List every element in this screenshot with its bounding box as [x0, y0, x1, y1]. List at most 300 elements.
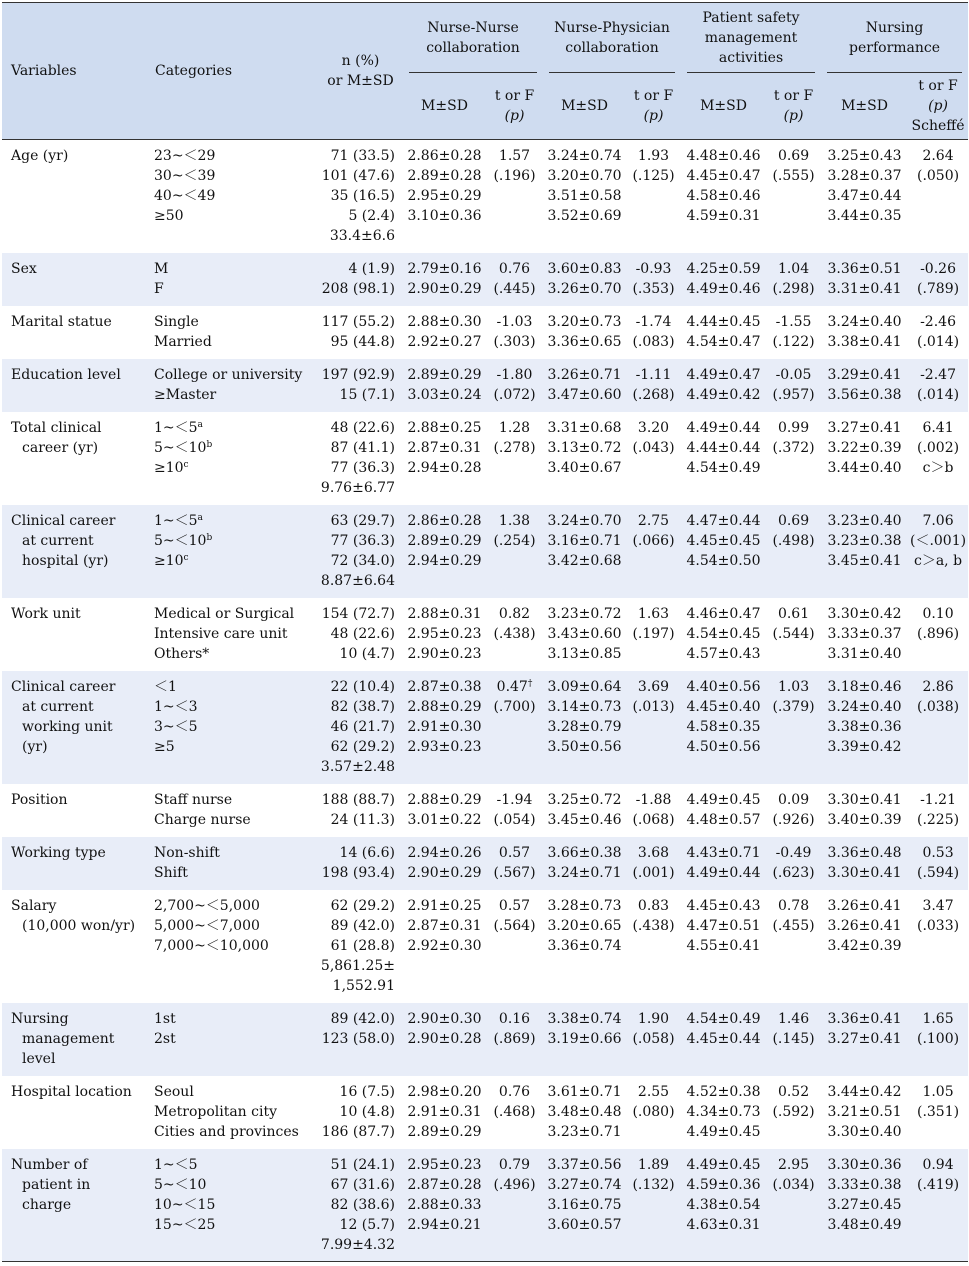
cell-value: 3.23±0.71	[547, 1123, 622, 1140]
cell-value: 0.94	[922, 1156, 954, 1173]
msd-cell	[821, 140, 908, 253]
cell-value: 63 (29.7)	[330, 512, 395, 529]
cell-value: 2.91±0.25	[407, 897, 482, 914]
table-row	[2, 671, 968, 784]
cell-value: 2.89±0.29	[407, 532, 482, 549]
cell-value: 3.27±0.74	[547, 1176, 622, 1193]
table-row	[2, 784, 968, 837]
cell-value: 4.25±0.59	[686, 260, 761, 277]
stat-cell	[766, 671, 821, 784]
cell-value: 2,700~＜5,000	[154, 897, 260, 914]
cell-value: 4.63±0.31	[686, 1216, 761, 1233]
stat-cell	[908, 1076, 968, 1149]
cell-value: 1.63	[637, 605, 670, 622]
msd-cell	[821, 890, 908, 1003]
msd-cell	[821, 253, 908, 306]
msd-cell	[543, 671, 626, 784]
cell-value: 1.05	[922, 1083, 954, 1100]
cell-value: M	[154, 260, 169, 277]
cell-value: (.455)	[772, 917, 815, 934]
cell-value: 2.91±0.31	[407, 1103, 482, 1120]
stat-cell	[626, 412, 681, 505]
cell-value: 0.09	[777, 791, 810, 808]
stat-cell	[486, 890, 543, 1003]
category-cell	[146, 306, 318, 359]
cell-value: c＞a, b	[914, 552, 963, 569]
cell-value: 1.89	[637, 1156, 670, 1173]
cell-value: 6.41	[922, 419, 954, 436]
cell-value: hospital (yr)	[22, 552, 109, 569]
cell-value: 4.45±0.43	[686, 897, 761, 914]
cell-value: -1.80	[496, 366, 533, 383]
cell-value: 4.48±0.57	[686, 811, 761, 828]
cell-value: 4.49±0.45	[686, 1156, 761, 1173]
header-stat: t or F (p) Scheffé	[908, 73, 968, 140]
cell-value: 30~＜39	[154, 168, 216, 184]
cell-value: 3.25±0.43	[827, 148, 902, 164]
header-msd: M±SD	[681, 73, 766, 140]
cell-value: 2.88±0.29	[407, 791, 482, 808]
cell-value: 2.93±0.23	[407, 738, 482, 755]
cell-value: ≥Master	[154, 386, 217, 403]
cell-value: 15 (7.1)	[339, 386, 395, 403]
msd-cell	[403, 140, 486, 253]
cell-value: (.050)	[916, 168, 960, 184]
stat-cell	[908, 412, 968, 505]
category-cell	[146, 1003, 318, 1076]
cell-value: 0.61	[777, 605, 810, 622]
cell-value: 3.03±0.24	[407, 386, 482, 403]
cell-value: Age (yr)	[11, 148, 69, 164]
n-cell	[318, 1076, 403, 1149]
cell-value: (.594)	[916, 864, 960, 881]
cell-value: Cities and provinces	[154, 1123, 299, 1140]
cell-value: 3.38±0.74	[547, 1010, 622, 1027]
cell-value: 3.27±0.45	[827, 1196, 902, 1213]
msd-cell	[403, 1149, 486, 1262]
cell-value: 2.92±0.27	[407, 333, 482, 350]
cell-value: 1~＜3	[154, 698, 198, 715]
msd-cell	[403, 306, 486, 359]
stat-cell	[486, 784, 543, 837]
cell-value: Number of	[11, 1156, 88, 1173]
cell-value: 4.38±0.54	[686, 1196, 761, 1213]
msd-cell	[681, 784, 766, 837]
cell-value: 72 (34.0)	[330, 552, 395, 569]
cell-value: 3.25±0.72	[547, 791, 622, 808]
cell-value: Nursing	[11, 1010, 69, 1027]
cell-value: 3.45±0.41	[827, 552, 902, 569]
cell-value: (.957)	[772, 386, 815, 403]
cell-value: Salary	[11, 897, 57, 914]
variable-cell	[2, 837, 146, 890]
cell-value: 2.86	[922, 678, 954, 695]
msd-cell	[543, 140, 626, 253]
cell-value: 123 (58.0)	[321, 1030, 395, 1047]
cell-value: -1.03	[496, 313, 533, 330]
cell-value: 4.34±0.73	[686, 1103, 761, 1120]
cell-value: 2.87±0.31	[407, 917, 482, 934]
cell-value: 4.55±0.41	[686, 937, 761, 954]
cell-value: 3.24±0.40	[827, 698, 902, 715]
cell-value: (.013)	[632, 698, 675, 715]
cell-value: (.496)	[493, 1176, 536, 1193]
cell-value: 3.24±0.74	[547, 148, 622, 164]
n-cell	[318, 253, 403, 306]
stat-cell	[766, 784, 821, 837]
cell-value: 5,861.25±	[320, 957, 395, 974]
stat-cell	[626, 253, 681, 306]
cell-value: level	[22, 1050, 56, 1067]
stat-cell	[908, 1149, 968, 1262]
cell-value: (.002)	[916, 439, 960, 456]
cell-value: 3.61±0.71	[547, 1083, 622, 1100]
cell-value: 4.44±0.45	[686, 313, 761, 330]
cell-value: 4.54±0.49	[686, 459, 761, 476]
cell-value: 10~＜15	[154, 1196, 216, 1213]
cell-value: 3.68	[637, 844, 670, 861]
cell-value: (.066)	[632, 532, 675, 549]
msd-cell	[681, 598, 766, 671]
n-cell	[318, 671, 403, 784]
cell-value: 16 (7.5)	[339, 1083, 395, 1100]
stat-cell	[626, 505, 681, 598]
cell-value: 208 (98.1)	[321, 280, 395, 297]
msd-cell	[543, 253, 626, 306]
cell-value: (.278)	[493, 439, 536, 456]
cell-value: 2.89±0.29	[407, 366, 482, 383]
msd-cell	[543, 505, 626, 598]
cell-value: Single	[154, 313, 199, 330]
stat-cell	[908, 784, 968, 837]
cell-value: 3.28±0.37	[827, 168, 902, 184]
cell-value: 0.78	[777, 897, 810, 914]
cell-value: at current	[22, 532, 94, 549]
category-cell	[146, 253, 318, 306]
variable-cell	[2, 359, 146, 412]
msd-cell	[403, 359, 486, 412]
msd-cell	[543, 598, 626, 671]
cell-value: 1.28	[498, 419, 531, 436]
stat-cell	[486, 837, 543, 890]
cell-value: (.196)	[493, 168, 536, 184]
cell-value: 7.99±4.32	[320, 1236, 395, 1253]
stat-cell	[486, 306, 543, 359]
cell-value: 2.87±0.38	[407, 678, 482, 695]
category-cell	[146, 837, 318, 890]
msd-cell	[821, 1076, 908, 1149]
cell-value: Hospital location	[11, 1083, 132, 1100]
cell-value: 3.52±0.69	[547, 208, 622, 224]
cell-value: 3~＜5	[154, 718, 198, 735]
cell-value: patient in	[22, 1176, 91, 1193]
msd-cell	[681, 359, 766, 412]
stat-cell	[908, 837, 968, 890]
cell-value: 2.88±0.30	[407, 313, 482, 330]
cell-value: 3.60±0.57	[547, 1216, 622, 1233]
cell-value: 2.89±0.29	[407, 1123, 482, 1140]
cell-value: 82 (38.6)	[330, 1196, 395, 1213]
cell-value: (.351)	[916, 1103, 960, 1120]
table-row	[2, 890, 968, 1003]
cell-value: (.438)	[493, 625, 536, 642]
cell-value: ≥5	[154, 738, 175, 755]
cell-value: Education level	[11, 366, 121, 383]
cell-value: 3.43±0.60	[547, 625, 622, 642]
category-cell	[146, 784, 318, 837]
cell-value: (.014)	[916, 386, 960, 403]
cell-value: 3.47	[922, 897, 954, 914]
table-body	[2, 140, 968, 1262]
variable-cell	[2, 784, 146, 837]
cell-value: 3.39±0.42	[827, 738, 902, 755]
stat-cell	[766, 598, 821, 671]
cell-value: 3.30±0.41	[827, 791, 902, 808]
cell-value: 3.20±0.70	[547, 168, 622, 184]
cell-value: 2.90±0.29	[407, 280, 482, 297]
table-row	[2, 359, 968, 412]
category-cell	[146, 505, 318, 598]
cell-value: (.419)	[916, 1176, 960, 1193]
cell-value: 4.45±0.45	[686, 532, 761, 549]
cell-value: 3.26±0.71	[547, 366, 622, 383]
cell-value: 3.09±0.64	[547, 678, 622, 695]
cell-value: 61 (28.8)	[330, 937, 395, 954]
cell-value: 3.14±0.73	[547, 698, 622, 715]
cell-value: Married	[154, 333, 212, 350]
stat-cell	[486, 253, 543, 306]
cell-value: 3.57±2.48	[320, 758, 395, 775]
stat-cell	[626, 598, 681, 671]
cell-value: 3.23±0.72	[547, 605, 622, 622]
cell-value: 67 (31.6)	[330, 1176, 395, 1193]
cell-value: (.700)	[493, 698, 536, 715]
cell-value: 4.48±0.46	[686, 148, 761, 164]
stat-cell	[766, 140, 821, 253]
cell-value: (.298)	[772, 280, 815, 297]
cell-value: 3.44±0.42	[827, 1083, 902, 1100]
cell-value: 3.13±0.72	[547, 439, 622, 456]
cell-value: at current	[22, 698, 94, 715]
cell-value: Clinical career	[11, 512, 116, 529]
msd-cell	[543, 359, 626, 412]
cell-value: 3.26±0.70	[547, 280, 622, 297]
header-nursing-performance: Nursing performance	[821, 3, 968, 74]
header-variables: Variables	[2, 3, 146, 140]
cell-value: 4.54±0.47	[686, 333, 761, 350]
msd-cell	[543, 306, 626, 359]
header-n: n (%) or M±SD	[318, 3, 403, 140]
cell-value: 2.88±0.29	[407, 698, 482, 715]
cell-value: -2.47	[920, 366, 956, 383]
cell-value: 24 (11.3)	[330, 811, 395, 828]
cell-value: 2.94±0.28	[407, 459, 482, 476]
cell-value: 3.69	[637, 678, 670, 695]
msd-cell	[403, 505, 486, 598]
stat-cell	[766, 1003, 821, 1076]
cell-value: (.132)	[632, 1176, 675, 1193]
msd-cell	[681, 253, 766, 306]
msd-cell	[403, 1003, 486, 1076]
cell-value: 4.57±0.43	[686, 645, 761, 662]
stat-cell	[908, 505, 968, 598]
cell-value: -0.26	[920, 260, 956, 277]
cell-value: (.564)	[493, 917, 536, 934]
table-row	[2, 140, 968, 253]
cell-value: (.072)	[493, 386, 536, 403]
cell-value: 22 (10.4)	[330, 678, 395, 695]
category-cell	[146, 140, 318, 253]
cell-value: 4.43±0.71	[686, 844, 761, 861]
stat-cell	[626, 1076, 681, 1149]
cell-value: (.054)	[493, 811, 536, 828]
cell-value: $1\sim<5^a$	[154, 512, 203, 529]
cell-value: 2.94±0.26	[407, 844, 482, 861]
table-row	[2, 306, 968, 359]
cell-value: 0.53	[922, 844, 954, 861]
cell-value: 48 (22.6)	[330, 625, 395, 642]
cell-value: 2.95	[777, 1156, 810, 1173]
stat-cell	[626, 1149, 681, 1262]
n-cell	[318, 598, 403, 671]
header-nurse-nurse: Nurse-Nurse collaboration	[403, 3, 543, 74]
cell-value: 0.99	[777, 419, 810, 436]
cell-value: 2.94±0.21	[407, 1216, 482, 1233]
cell-value: 3.37±0.56	[547, 1156, 622, 1173]
stat-cell	[626, 784, 681, 837]
msd-cell	[543, 1003, 626, 1076]
cell-value: 3.30±0.41	[827, 864, 902, 881]
cell-value: 101 (47.6)	[321, 168, 395, 184]
cell-value: 3.31±0.40	[827, 645, 902, 662]
cell-value: (.038)	[916, 698, 960, 715]
cell-value: (.145)	[772, 1030, 815, 1047]
cell-value: 0.47†	[496, 678, 533, 695]
table-header	[2, 3, 968, 140]
cell-value: 2.95±0.23	[407, 625, 482, 642]
cell-value: 4.54±0.45	[686, 625, 761, 642]
cell-value: 2.75	[637, 512, 670, 529]
cell-value: $\ge 10^c$	[154, 552, 189, 569]
category-cell	[146, 1076, 318, 1149]
cell-value: 4.49±0.42	[686, 386, 761, 403]
cell-value: 4.46±0.47	[686, 605, 761, 622]
cell-value: (.197)	[632, 625, 675, 642]
table-row	[2, 253, 968, 306]
category-cell	[146, 1149, 318, 1262]
stat-cell	[766, 837, 821, 890]
cell-value: -0.05	[775, 366, 812, 383]
cell-value: (.353)	[632, 280, 675, 297]
cell-value: 77 (36.3)	[330, 532, 395, 549]
stat-cell	[908, 140, 968, 253]
n-cell	[318, 359, 403, 412]
stat-cell	[626, 359, 681, 412]
cell-value: 4.49±0.46	[686, 280, 761, 297]
cell-value: 4 (1.9)	[348, 260, 395, 277]
cell-value: 3.44±0.35	[827, 208, 902, 224]
cell-value: 4.59±0.36	[686, 1176, 761, 1193]
cell-value: 3.31±0.68	[547, 419, 622, 436]
header-stat: t or F (p)	[486, 73, 543, 140]
cell-value: 3.20±0.65	[547, 917, 622, 934]
cell-value: 4.54±0.50	[686, 552, 761, 569]
cell-value: 198 (93.4)	[321, 864, 395, 881]
stat-cell	[908, 359, 968, 412]
stat-cell	[486, 140, 543, 253]
msd-cell	[543, 1149, 626, 1262]
cell-value: 7,000~＜10,000	[154, 937, 269, 954]
msd-cell	[403, 784, 486, 837]
stat-cell	[626, 671, 681, 784]
msd-cell	[543, 412, 626, 505]
cell-value: 4.59±0.31	[686, 208, 761, 224]
n-cell	[318, 837, 403, 890]
table-row	[2, 837, 968, 890]
cell-value: charge	[22, 1196, 72, 1213]
cell-value: Total clinical	[11, 419, 102, 436]
stat-cell	[766, 253, 821, 306]
n-cell	[318, 1149, 403, 1262]
cell-value: 3.24±0.40	[827, 313, 902, 330]
cell-value: 2.89±0.28	[407, 168, 482, 184]
cell-value: 4.50±0.56	[686, 738, 761, 755]
stat-cell	[908, 1003, 968, 1076]
cell-value: 2.79±0.16	[407, 260, 482, 277]
cell-value: (.896)	[916, 625, 960, 642]
header-msd: M±SD	[821, 73, 908, 140]
stat-cell	[626, 837, 681, 890]
cell-value: management	[22, 1030, 115, 1047]
cell-value: Position	[11, 791, 68, 808]
cell-value: (.438)	[632, 917, 675, 934]
cell-value: 40~＜49	[154, 188, 216, 204]
cell-value: 4.52±0.38	[686, 1083, 761, 1100]
variable-cell	[2, 890, 146, 1003]
msd-cell	[681, 412, 766, 505]
stat-cell	[626, 140, 681, 253]
cell-value: 3.50±0.56	[547, 738, 622, 755]
cell-value: F	[154, 280, 164, 297]
cell-value: 5~＜10	[154, 1176, 207, 1193]
cell-value: 23~＜29	[154, 148, 216, 164]
cell-value: (.225)	[916, 811, 960, 828]
cell-value: (.100)	[916, 1030, 960, 1047]
cell-value: 4.45±0.44	[686, 1030, 761, 1047]
cell-value: 1.03	[777, 678, 810, 695]
cell-value: 10 (4.8)	[339, 1103, 395, 1120]
category-cell	[146, 671, 318, 784]
cell-value: 3.27±0.41	[827, 1030, 902, 1047]
cell-value: 33.4±6.6	[329, 228, 395, 244]
cell-value: 1~＜5	[154, 1156, 198, 1173]
msd-cell	[403, 837, 486, 890]
cell-value: 4.49±0.44	[686, 419, 761, 436]
cell-value: 2.88±0.25	[407, 419, 482, 436]
cell-value: 3.19±0.66	[547, 1030, 622, 1047]
cell-value: (.445)	[493, 280, 536, 297]
cell-value: 0.76	[498, 260, 531, 277]
cell-value: Working type	[11, 844, 106, 861]
cell-value: (.068)	[632, 811, 675, 828]
cell-value: 2.87±0.28	[407, 1176, 482, 1193]
cell-value: (.034)	[772, 1176, 815, 1193]
cell-value: 3.42±0.68	[547, 552, 622, 569]
cell-value: 3.26±0.41	[827, 917, 902, 934]
stat-cell	[486, 412, 543, 505]
cell-value: 3.45±0.46	[547, 811, 622, 828]
cell-value: (.254)	[493, 532, 536, 549]
